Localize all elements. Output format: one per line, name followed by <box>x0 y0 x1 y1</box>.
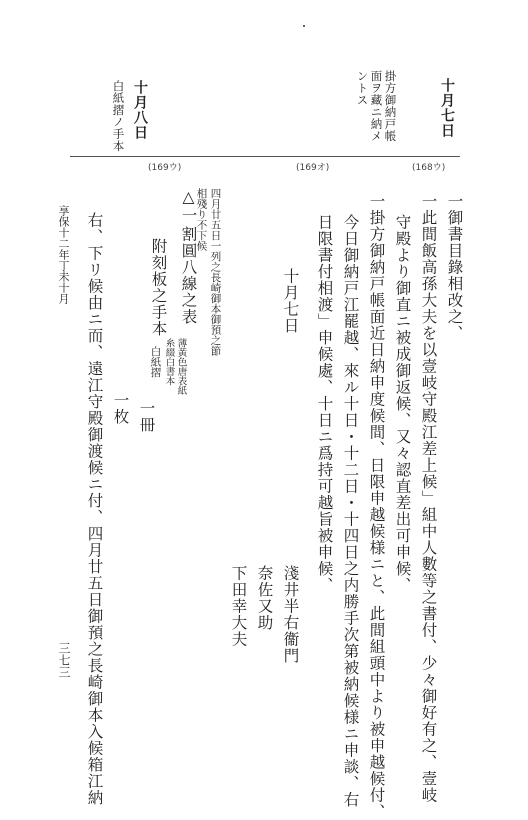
date-line: 十月七日 <box>281 268 300 334</box>
page-ref-169o: (169オ) <box>296 163 330 173</box>
horizontal-divider <box>70 156 460 157</box>
text-line-5: 今日御納戸江罷越、來ル十日・十二日・十四日之内勝手次第被納候様ニ申談、右 <box>341 214 360 808</box>
margin-note-white-paper: 白紙摺ノ手本 <box>111 80 126 152</box>
item2-note-a: 薄黃色唐表紙 <box>175 338 187 395</box>
signature-nasa: 奈佐又助 <box>255 565 274 631</box>
text-line-1: 一御書目錄相改之、 <box>445 193 464 342</box>
item1-sub: 相殘り不下候 <box>195 188 208 251</box>
item3-main: 附刻板之手本 <box>149 238 168 337</box>
text-line-6: 日限書付相渡」申候處、十日ニ爲持可越旨被申候、 <box>315 214 334 594</box>
item3-count: 一枚 <box>111 392 130 425</box>
margin-date-oct7: 十月七日 <box>439 78 455 138</box>
margin-note-line3: ントス <box>355 70 370 106</box>
item2-prefix: △一 <box>179 188 198 224</box>
signature-shimoda: 下田幸大夫 <box>229 565 248 648</box>
margin-note-line2: 面ヲ藏ニ納メ <box>369 70 384 142</box>
item3-note: 白紙摺 <box>149 346 162 378</box>
page-ref-168u: (168ウ) <box>412 163 446 173</box>
item4-text: 右、下リ候由ニ而、遠江守殿御渡候ニ付、四月廿五日御預之長崎御本入候箱江納 <box>85 212 104 806</box>
margin-note-line1: 掛方御納戸帳 <box>383 70 398 142</box>
text-line-2: 一此間飯高孫大夫を以壹岐守殿江差上候」組中人數等之書付、少々御好有之、壹岐 <box>419 193 438 804</box>
margin-date-oct8: 十月八日 <box>132 80 148 140</box>
item2-note-b: 糸綴白書本 <box>163 338 175 386</box>
text-line-4: 一掛方御納戸帳面近日納申度候間、日限申越候様ニと、此間組頭中より被申越候付、 <box>367 193 386 820</box>
item1-count: 一冊 <box>137 400 156 433</box>
text-line-3: 守殿より御直ニ被成御返候、又々認直差出可申候、 <box>393 214 412 594</box>
era-label: 享保十二年丁未十月 <box>57 205 70 304</box>
page-ref-169u: (169ウ) <box>148 163 182 173</box>
page-number: 三七三 <box>57 642 71 678</box>
top-dot <box>303 25 305 27</box>
signature-asai: 淺井半右衞門 <box>281 565 300 664</box>
item2-main: 割圓八線之表 <box>179 226 198 325</box>
item1-main: 四月廿五日一列之長崎御本御預之節 <box>209 188 222 356</box>
